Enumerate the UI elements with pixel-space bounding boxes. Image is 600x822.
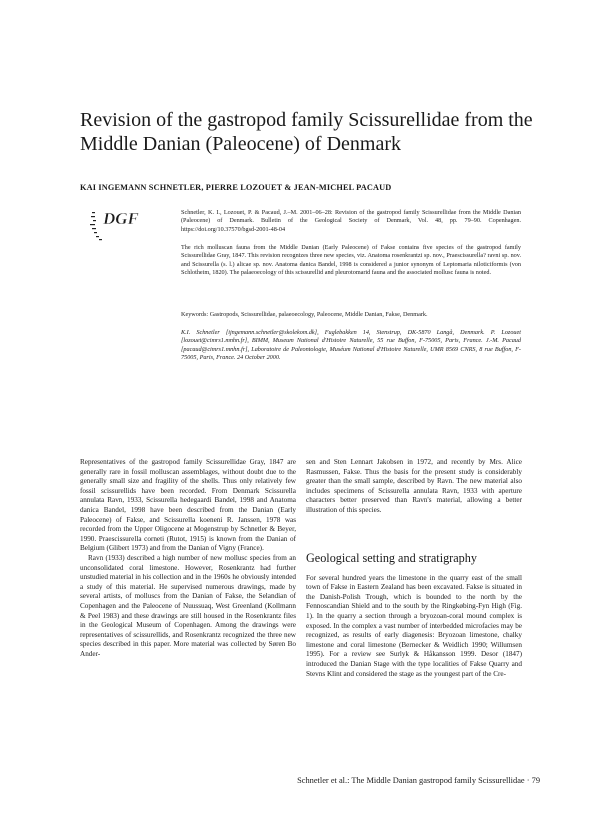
page-footer [200,776,540,785]
keywords-text: Keywords: Gastropods, Scissurellidae, palaeoecology, Paleocene, Middle Danian, Fakse, Denmark. [181,311,428,318]
keywords-block [181,311,521,319]
author-addresses [181,329,521,362]
running-title: Schnetler et al.: The Middle Danian gastropod family Scissurellidae [297,776,525,785]
addresses-text: K.I. Schnetler [ijngemann.schnetler@skolekom.dk], Fuglebakken 14, Stenstrup, DK-5870 Langå, Denmark. P. Lozouet [lozouet@cimrs1.mnhn.fr], BIMM, Museum National d'Histoire Naturelle, 55 rue Buffon, F-75005, Paris, France. J.-M. Pacaud [pacaud@cimrs1.mnhn.fr], Laboratoire de Paleontologie, Muséum National d'Histoire Naturelle, UMR 8569 CNRS, 8 rue Buffon, F-75005, Paris, France. 24 October 2000. [181,329,521,361]
logo-stripes [90,212,102,240]
article-title: Revision of the gastropod family Scissurellidae from the Middle Danian (Paleocene) of Denmark [80,109,533,155]
footer-separator: · [526,776,530,785]
page-number: 79 [531,776,540,785]
abstract-block [181,244,521,277]
logo-text: DGF [103,209,139,228]
citation-text: Schnetler, K. I., Lozouet, P. & Pacaud, J.–M. 2001–06–28: Revision of the gastropod family Scissurellidae from the Middle Danian (Paleocene) of Denmark. Bulletin of the Geological Society of Denmark, Vol. 48, pp. 79–90. Copenhagen. https://doi.org/10.37570/bgsd-2001-48-04 [181,209,521,233]
intro-paragraph-continued: sen and Sten Lennart Jakobsen in 1972, and recently by Mrs. Alice Rasmussen, Fakse. Thus the basis for the present study is considerably greater than the small sample, described by Ravn. The new material also includes specimens of Scissurella annulata Ravn, 1933 with aperture characters better preserved than Ravn's material, allowing a better illustration of this species. [306,458,522,514]
geology-paragraph: For several hundred years the limestone in the quarry east of the small town of Fakse in Eastern Zealand has been excavated. Fakse is situated in the Danish-Polish Trough, which is bounded to the north by the Fennoscandian Shield and to the south by the Ringkøbing-Fyn High (Fig. 1). In the quarry a section through a bryozoan-coral mound complex is exposed. In the complex a vast number of interbedded microfacies may be recognized, as results of early diagenesis: Bryozoan limestone, chalky limestone and coral limestone (Bernecker & Weidlich 1990; Willumsen 1995). For a review see Surlyk & Håkansson 1999. Desor (1847) introduced the Danian Stage with the type localities of Fakse Quarry and Stevns Klint and considered the stage as the youngest part of the Cre- [306,573,522,678]
body-column-right [306,458,522,679]
intro-paragraph-2: Ravn (1933) described a high number of new mollusc species from an unconsolidated coral limestone. However, Rosenkrantz had further unstudied material in his collection and in the 1960s he obviously intended a study of this material. He supervised numerous drawings, made by several artists, of molluscs from the Danian of Fakse, the Selandian of Copenhagen and the Paleocene of Nuussuaq, West Greenland (Kollmann & Peel 1983) and these drawings are still housed in the Rosenkrantz files in the Geological Museum of Copenhagen. Among the drawings were representatives of scissurellids, and Rosenkrantz recognized the three new species described in this paper. More material was collected by Søren Bo Ander- [80,553,296,658]
author-list: KAI INGEMANN SCHNETLER, PIERRE LOZOUET & JEAN-MICHEL PACAUD [80,183,392,192]
citation-block [181,209,521,234]
abstract-text: The rich molluscan fauna from the Middle Danian (Early Paleocene) of Fakse contains five species of the gastropod family Scissurellidae Gray, 1847. This revision recognizes three new species, viz. Anatoma rosenkrantzi sp. nov., Praescissurella? ravni sp. nov. and Scissurella (s. l.) alicae sp. nov. Anatoma danica Bandel, 1998 is considered a junior synonym of Leptomaria niloticiformis (von Schlotheim, 1820). The palaeoecology of this scissurellid and pleurotomarid fauna and the associated mollusc fauna is noted. [181,244,521,276]
body-column-left [80,458,296,659]
intro-paragraph-1: Representatives of the gastropod family Scissurellidae Gray, 1847 are generally rare in fossil molluscan assemblages, without doubt due to the generally small size and fragility of the shells. Thus only relatively few fossil scissurellids have been recorded. From Denmark Scissurella annulata Ravn, 1933, Scissurella hedegaardi Bandel, 1998 and Anatoma danica Bandel, 1998 have been described from the Danian (Early Paleocene) of Fakse, and Scissurella koeneni R. Janssen, 1978 was recorded from the Upper Oligocene at Mogenstrup by Schnetler & Beyer, 1990. Praescissurella corneti (Rutot, 1915) is known from the Danian of Belgium (Glibert 1973) and from the Danian of Vigny (France). [80,458,296,553]
dgf-logo [90,206,160,246]
section-heading-geology: Geological setting and stratigraphy [306,550,477,565]
